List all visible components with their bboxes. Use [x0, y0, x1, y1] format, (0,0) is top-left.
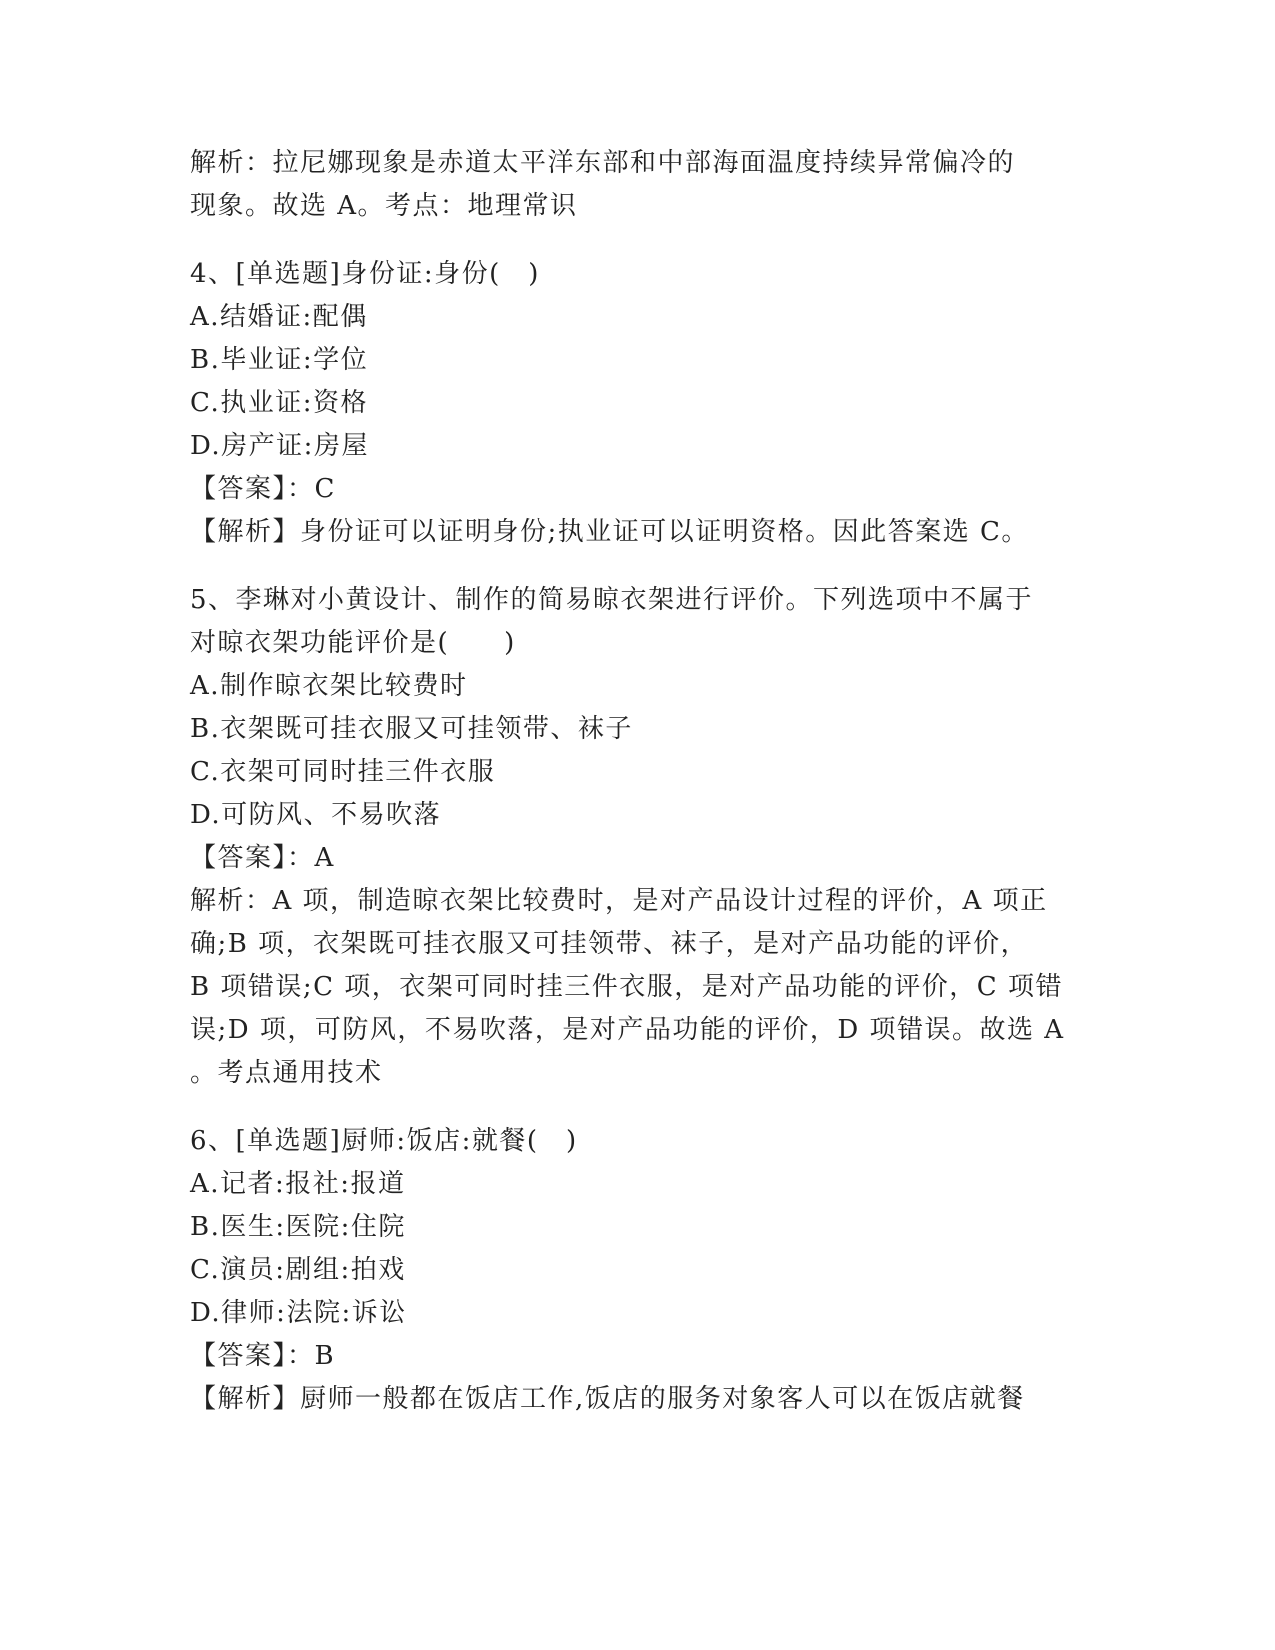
- option-d: D.律师:法院:诉讼: [190, 1298, 407, 1328]
- option-b: B.毕业证:学位: [190, 345, 369, 375]
- spacer: [190, 228, 1090, 253]
- analysis-line: 确;B 项，衣架既可挂衣服又可挂领带、袜子，是对产品功能的评价，: [190, 929, 1029, 959]
- option-a: A.制作晾衣架比较费时: [190, 671, 468, 701]
- analysis-line: 。考点通用技术: [190, 1058, 383, 1088]
- question-4: [190, 253, 1090, 554]
- question-5: [190, 579, 1090, 1095]
- analysis: 【解析】身份证可以证明身份;执业证可以证明资格。因此答案选 C。: [190, 517, 1029, 547]
- option-b: B.衣架既可挂衣服又可挂领带、袜子: [190, 714, 633, 744]
- question-text: 4、[单选题]身份证:身份( ): [190, 259, 540, 289]
- spacer: [190, 1095, 1090, 1120]
- option-c: C.执业证:资格: [190, 388, 368, 418]
- option-d: D.可防风、不易吹落: [190, 800, 442, 830]
- analysis: 【解析】厨师一般都在饭店工作,饭店的服务对象客人可以在饭店就餐: [190, 1384, 1025, 1414]
- option-a: A.记者:报社:报道: [190, 1169, 406, 1199]
- answer: 【答案】：A: [190, 843, 335, 873]
- question-text: 对晾衣架功能评价是( ): [190, 628, 516, 658]
- question-text: 5、李琳对小黄设计、制作的简易晾衣架进行评价。下列选项中不属于: [190, 585, 1034, 615]
- option-a: A.结婚证:配偶: [190, 302, 368, 332]
- question-text: 6、[单选题]厨师:饭店:就餐( ): [190, 1126, 578, 1156]
- option-c: C.演员:剧组:拍戏: [190, 1255, 406, 1285]
- analysis-line: 现象。故选 A。考点：地理常识: [190, 191, 578, 221]
- analysis-line: 解析：拉尼娜现象是赤道太平洋东部和中部海面温度持续异常偏冷的: [190, 148, 1016, 178]
- previous-question-analysis: [190, 142, 1090, 228]
- answer: 【答案】：B: [190, 1341, 336, 1371]
- spacer: [190, 554, 1090, 579]
- analysis-line: 解析：A 项，制造晾衣架比较费时，是对产品设计过程的评价，A 项正: [190, 886, 1048, 916]
- question-6: [190, 1120, 1090, 1421]
- answer: 【答案】：C: [190, 474, 336, 504]
- option-b: B.医生:医院:住院: [190, 1212, 406, 1242]
- analysis-line: B 项错误;C 项，衣架可同时挂三件衣服，是对产品功能的评价，C 项错: [190, 972, 1063, 1002]
- option-c: C.衣架可同时挂三件衣服: [190, 757, 496, 787]
- option-d: D.房产证:房屋: [190, 431, 369, 461]
- analysis-line: 误;D 项，可防风，不易吹落，是对产品功能的评价，D 项错误。故选 A: [190, 1015, 1065, 1045]
- document-page: [190, 142, 1090, 1421]
